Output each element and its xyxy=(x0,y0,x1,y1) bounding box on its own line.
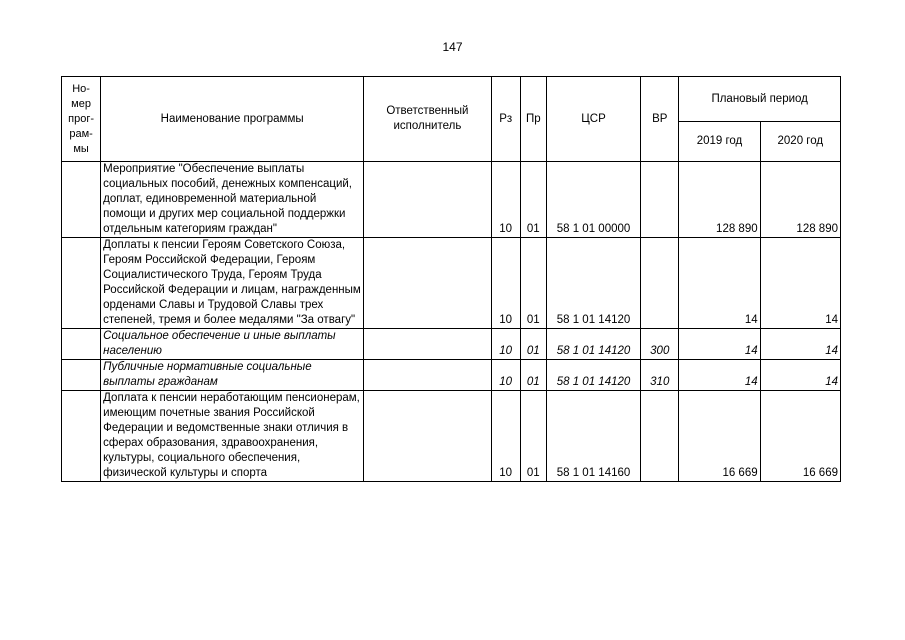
header-rz: Рз xyxy=(491,77,520,162)
cell-program-number xyxy=(62,360,101,391)
cell-executor xyxy=(364,391,491,482)
page-number: 147 xyxy=(442,40,463,54)
cell-program-number xyxy=(62,329,101,360)
cell-csr: 58 1 01 14120 xyxy=(546,238,640,329)
header-executor: Ответственный исполнитель xyxy=(364,77,491,162)
cell-vr xyxy=(641,238,679,329)
cell-pr: 01 xyxy=(520,360,546,391)
cell-2020: 14 xyxy=(760,329,840,360)
cell-program-number xyxy=(62,391,101,482)
cell-2020: 16 669 xyxy=(760,391,840,482)
cell-csr: 58 1 01 00000 xyxy=(546,162,640,238)
cell-2019: 16 669 xyxy=(679,391,760,482)
cell-2020: 128 890 xyxy=(760,162,840,238)
cell-executor xyxy=(364,329,491,360)
cell-program-name: Доплаты к пенсии Героям Советского Союза, Героям Российской Федерации, Героям Социалистического Труда, Героям Труда Российской Федерации и лицам, награжденным орденами Славы и Трудовой Славы трех степеней, тремя и более медалями "За отвагу" xyxy=(101,238,364,329)
cell-program-name: Мероприятие "Обеспечение выплаты социальных пособий, денежных компенсаций, доплат, единовременной материальной помощи и других мер социальной поддержки отдельным категориям граждан" xyxy=(101,162,364,238)
cell-pr: 01 xyxy=(520,329,546,360)
cell-2019: 128 890 xyxy=(679,162,760,238)
cell-2019: 14 xyxy=(679,238,760,329)
table-row xyxy=(62,360,841,391)
cell-vr: 300 xyxy=(641,329,679,360)
cell-csr: 58 1 01 14120 xyxy=(546,360,640,391)
header-year-2019: 2019 год xyxy=(679,122,760,162)
header-vr: ВР xyxy=(641,77,679,162)
table-body xyxy=(62,162,841,482)
table-row xyxy=(62,238,841,329)
cell-executor xyxy=(364,162,491,238)
cell-executor xyxy=(364,360,491,391)
cell-vr xyxy=(641,391,679,482)
header-csr: ЦСР xyxy=(546,77,640,162)
cell-rz: 10 xyxy=(491,329,520,360)
cell-2020: 14 xyxy=(760,360,840,391)
cell-vr: 310 xyxy=(641,360,679,391)
budget-table xyxy=(61,76,841,482)
cell-pr: 01 xyxy=(520,391,546,482)
header-program-number-text: Но- мер прог- рам- мы xyxy=(68,82,94,155)
table-row xyxy=(62,162,841,238)
cell-csr: 58 1 01 14120 xyxy=(546,329,640,360)
table-header xyxy=(62,77,841,162)
table-row xyxy=(62,329,841,360)
cell-rz: 10 xyxy=(491,360,520,391)
cell-rz: 10 xyxy=(491,391,520,482)
header-pr: Пр xyxy=(520,77,546,162)
table-row xyxy=(62,391,841,482)
cell-2019: 14 xyxy=(679,360,760,391)
cell-program-number xyxy=(62,238,101,329)
cell-2020: 14 xyxy=(760,238,840,329)
cell-rz: 10 xyxy=(491,162,520,238)
cell-executor xyxy=(364,238,491,329)
header-program-number xyxy=(62,77,101,162)
header-program-name: Наименование программы xyxy=(101,77,364,162)
header-year-2020: 2020 год xyxy=(760,122,840,162)
header-planned-period: Плановый период xyxy=(679,77,841,122)
cell-program-name: Публичные нормативные социальные выплаты гражданам xyxy=(101,360,364,391)
cell-csr: 58 1 01 14160 xyxy=(546,391,640,482)
cell-pr: 01 xyxy=(520,238,546,329)
cell-program-name: Доплата к пенсии неработающим пенсионерам, имеющим почетные звания Российской Федерации и ведомственные знаки отличия в сферах образования, здравоохранения, культуры, социального обеспечения, физической культуры и спорта xyxy=(101,391,364,482)
cell-rz: 10 xyxy=(491,238,520,329)
cell-2019: 14 xyxy=(679,329,760,360)
cell-vr xyxy=(641,162,679,238)
cell-program-number xyxy=(62,162,101,238)
cell-program-name: Социальное обеспечение и иные выплаты населению xyxy=(101,329,364,360)
cell-pr: 01 xyxy=(520,162,546,238)
